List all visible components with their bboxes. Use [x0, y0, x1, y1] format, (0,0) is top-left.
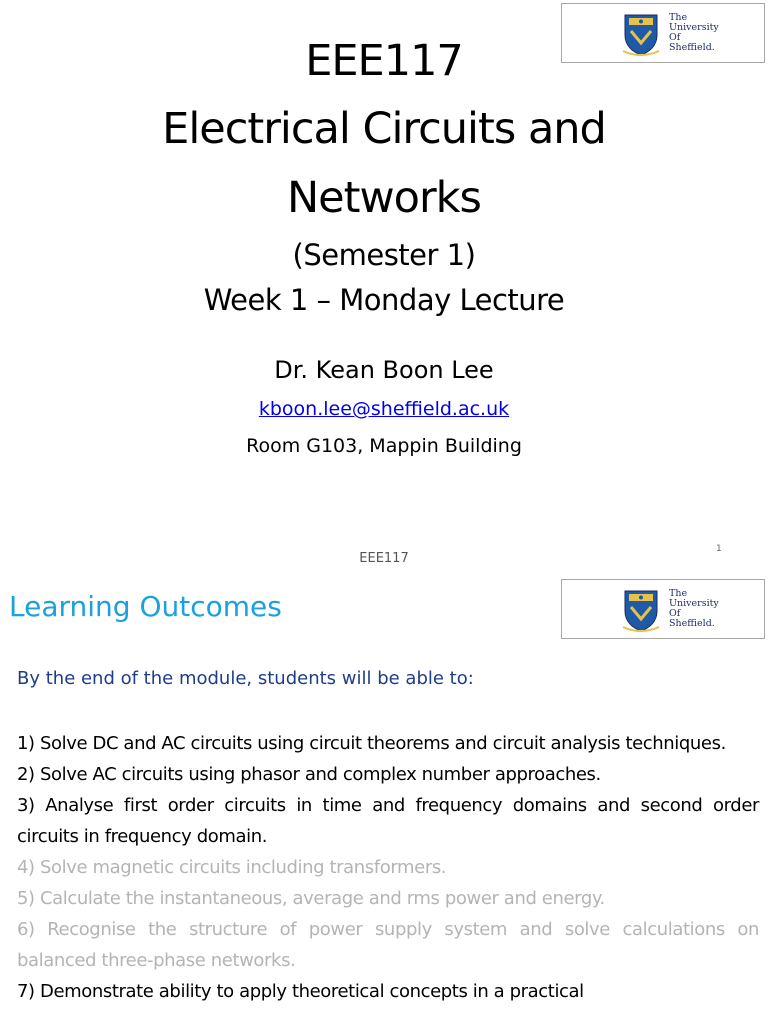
learning-outcomes-slide [0, 576, 768, 1024]
page-number: 1 [716, 544, 722, 554]
room-info: Room G103, Mappin Building [246, 435, 522, 457]
course-code: EEE117 [305, 36, 463, 86]
email-link[interactable]: kboon.lee@sheffield.ac.uk [258, 398, 510, 420]
slide-footer: EEE117 [359, 551, 409, 566]
university-crest-icon [622, 587, 660, 633]
university-name: The University Of Sheffield. [669, 588, 719, 629]
university-logo [561, 579, 765, 639]
lecture-label: Week 1 – Monday Lecture [203, 283, 565, 317]
outcome-item: 1) Solve DC and AC circuits using circuit theorems and circuit analysis techniques. [17, 733, 726, 754]
course-title-line-2: Networks [287, 173, 481, 223]
outcome-item: 6) Recognise the structure of power supply system and solve calculations on balanced three-phase networks. [17, 919, 759, 971]
university-name: The University Of Sheffield. [669, 12, 719, 53]
outcome-item: 4) Solve magnetic circuits including transformers. [17, 857, 447, 878]
course-title-line-1: Electrical Circuits and [162, 104, 606, 154]
outcome-item: 3) Analyse first order circuits in time and frequency domains and second order circuits in frequency domain. [17, 795, 759, 847]
lecturer-name: Dr. Kean Boon Lee [274, 356, 494, 384]
slide-title: Learning Outcomes [9, 590, 282, 623]
outcome-item: 5) Calculate the instantaneous, average and rms power and energy. [17, 888, 605, 909]
outcome-item: 2) Solve AC circuits using phasor and complex number approaches. [17, 764, 601, 785]
outcome-item: 7) Demonstrate ability to apply theoretical concepts in a practical [17, 981, 584, 1002]
semester-label: (Semester 1) [292, 238, 476, 272]
outcomes-list [17, 728, 759, 1007]
intro-text: By the end of the module, students will be able to: [17, 668, 474, 689]
